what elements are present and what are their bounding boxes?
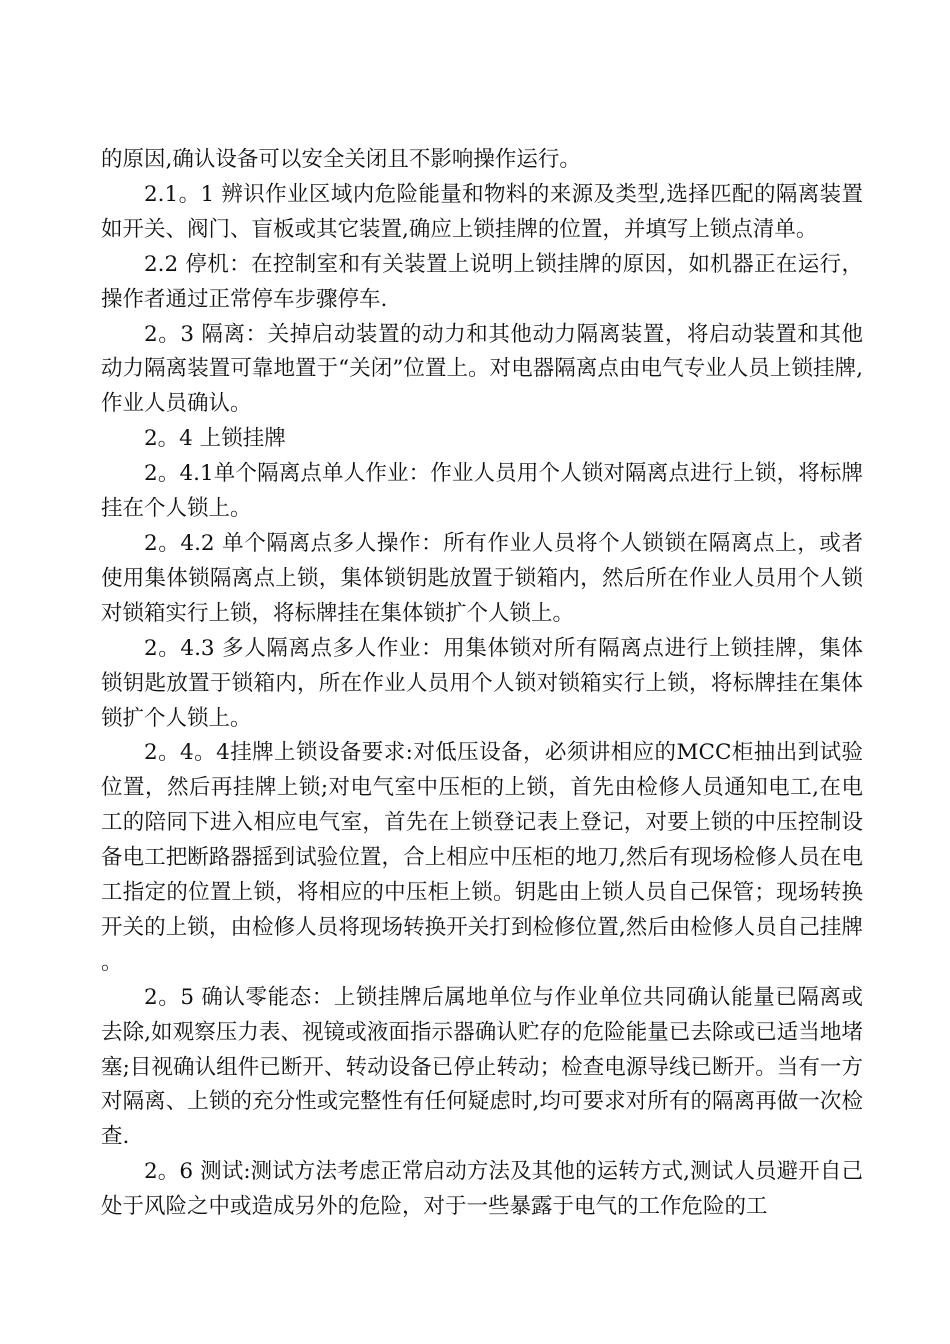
- paragraph-continuation: 的原因,确认设备可以安全关闭且不影响操作运行。: [101, 147, 581, 172]
- paragraph-2-6-testing: 2。6 测试:测试方法考虑正常启动方法及其他的运转方式,测试人员避开自己处于风险之中或造成另外的危险，对于一些暴露于电气的工作危险的工: [101, 1159, 863, 1220]
- paragraph-2-4-3: 2。4.3 多人隔离点多人作业：用集体锁对所有隔离点进行上锁挂牌，集体锁钥匙放置于锁箱内，所在作业人员用个人锁对锁箱实行上锁，将标牌挂在集体锁扩个人锁上。: [101, 635, 863, 731]
- paragraph-2-4-4: 2。4。4挂牌上锁设备要求:对低压设备，必须讲相应的MCC柜抽出到试验位置，然后再挂牌上锁;对电气室中压柜的上锁，首先由检修人员通知电工,在电工的陪同下进入相应电气室，首先在上锁登记表上登记，对要上锁的中压控制设备电工把断路器摇到试验位置，合上相应中压柜的地刀,然后有现场检修人员在电工指定的位置上锁，将相应的中压柜上锁。钥匙由上锁人员自己保管；现场转换开关的上锁，由检修人员将现场转换开关打到检修位置,然后由检修人员自己挂牌。: [101, 740, 863, 975]
- paragraph-2-4-2: 2。4.2 单个隔离点多人操作：所有作业人员将个人锁锁在隔离点上，或者使用集体锁隔离点上锁，集体锁钥匙放置于锁箱内，然后所在作业人员用个人锁对锁箱实行上锁，将标牌挂在集体锁扩个人锁上。: [101, 530, 863, 626]
- paragraph-2-4-1: 2。4.1单个隔离点单人作业：作业人员用个人锁对隔离点进行上锁，将标牌挂在个人锁上。: [101, 461, 863, 522]
- paragraph-2-2-shutdown: 2.2 停机：在控制室和有关装置上说明上锁挂牌的原因，如机器正在运行，操作者通过正常停车步骤停车.: [101, 251, 863, 312]
- document-body: [101, 143, 863, 1225]
- heading-2-4-lockout-tagout: 2。4 上锁挂牌: [144, 426, 286, 452]
- paragraph-2-5-zero-energy: 2。5 确认零能态：上锁挂牌后属地单位与作业单位共同确认能量已隔离或去除,如观察压力表、视镜或液面指示器确认贮存的危险能量已去除或已适当地堵塞;目视确认组件已断开、转动设备已停止转动；检查电源导线已断开。当有一方对隔离、上锁的充分性或完整性有任何疑虑时,均可要求对所有的隔离再做一次检查.: [101, 984, 863, 1150]
- paragraph-2-1-1: 2.1。1 辨识作业区域内危险能量和物料的来源及类型,选择匹配的隔离装置如开关、阀门、盲板或其它装置,确应上锁挂牌的位置，并填写上锁点清单。: [101, 181, 863, 242]
- paragraph-2-3-isolation: 2。3 隔离：关掉启动装置的动力和其他动力隔离装置，将启动装置和其他动力隔离装置可靠地置于“关闭”位置上。对电器隔离点由电气专业人员上锁挂牌,作业人员确认。: [101, 321, 863, 417]
